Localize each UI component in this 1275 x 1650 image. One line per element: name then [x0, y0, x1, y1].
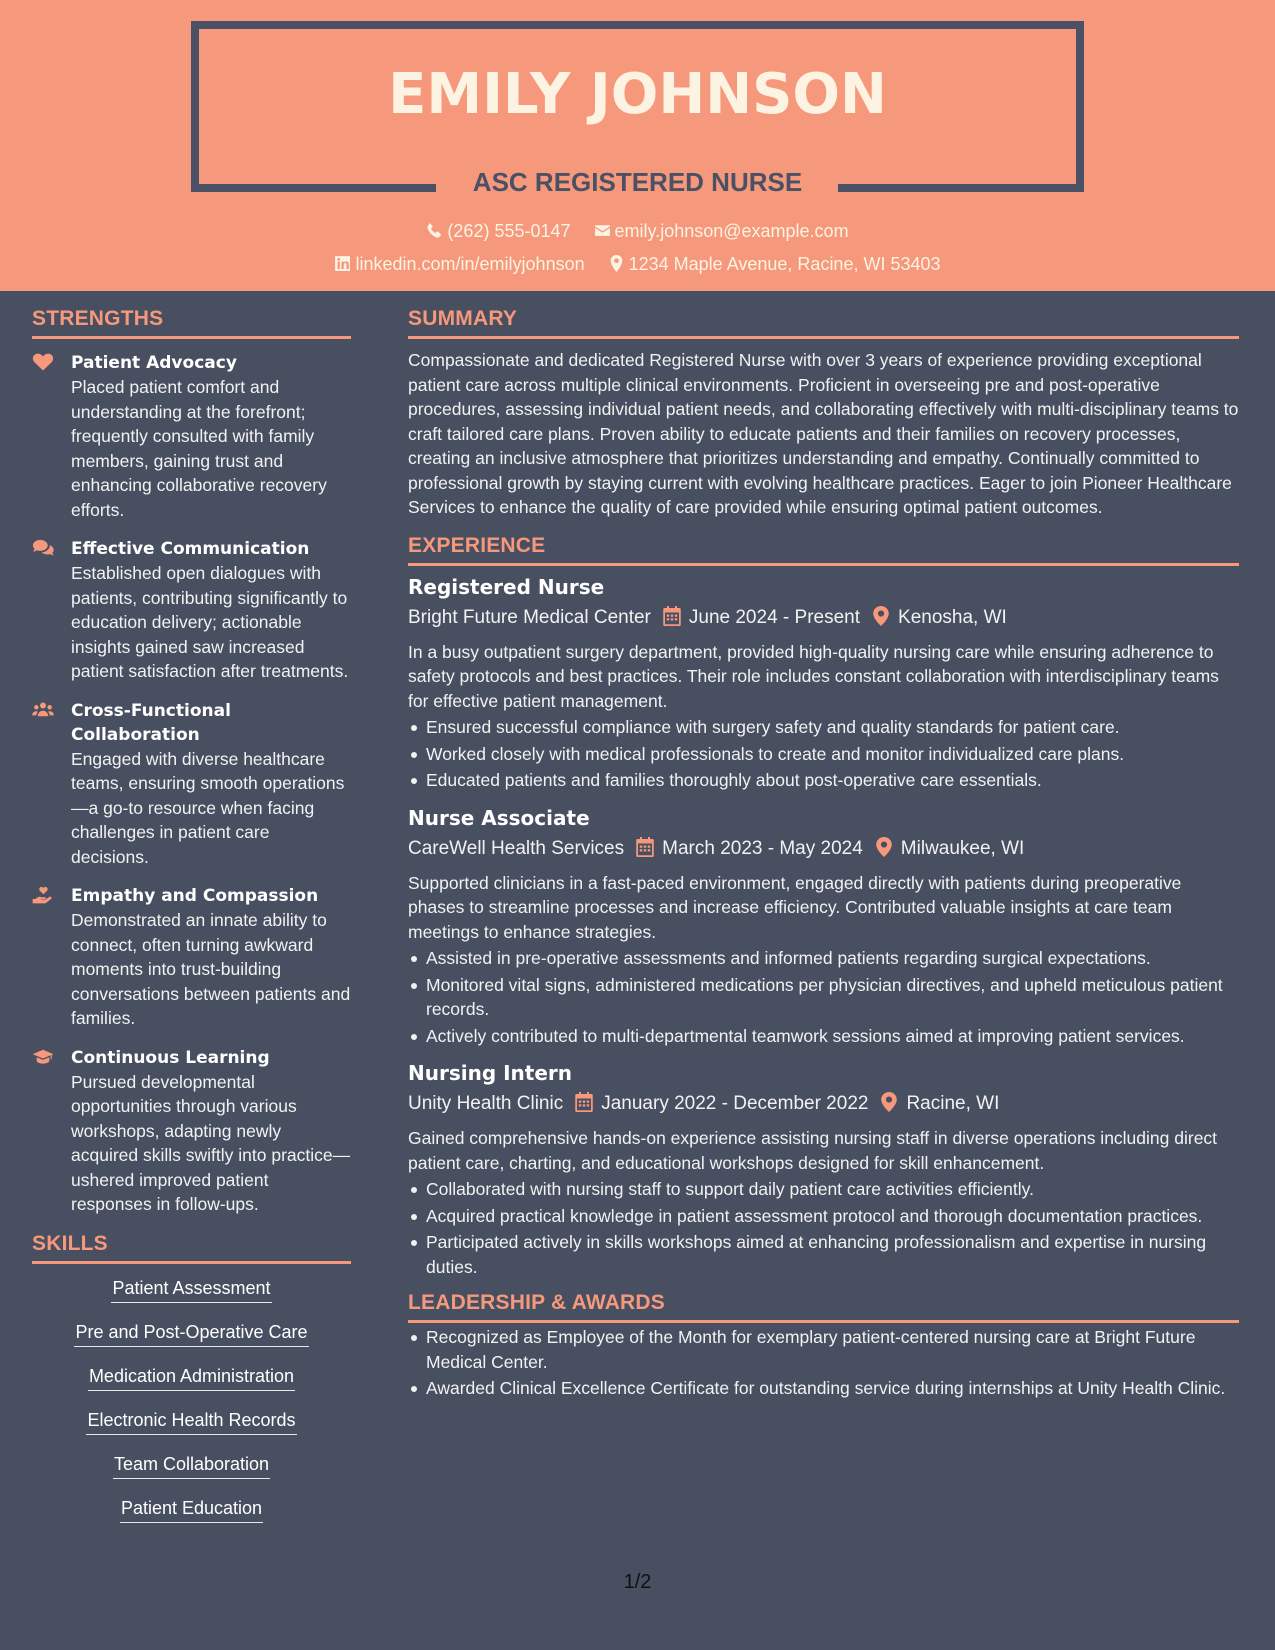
skill-tag: Patient Education — [120, 1496, 263, 1523]
summary-heading: SUMMARY — [408, 307, 1239, 339]
job-title: Nursing Intern — [408, 1061, 573, 1085]
right-column — [408, 307, 1239, 1403]
map-marker-icon — [608, 255, 625, 272]
job-description: Supported clinicians in a fast-paced environment, engaged directly with patients during preoperative phases to streamline processes and increase efficiency. Contributed valuable insights at care team meetings to enhance strategies. — [408, 872, 1182, 942]
job-meta — [408, 1090, 1239, 1118]
skill-tag: Electronic Health Records — [86, 1408, 296, 1435]
contact-linkedin[interactable]: linkedin.com/in/emilyjohnson — [334, 254, 584, 275]
list-item: Collaborated with nursing staff to support daily patient care activities efficiently. — [408, 1177, 1239, 1202]
strength-item: Continuous Learning Pursued developmental opportunities through various workshops, adapting newly acquired skills swiftly into practice—ushered improved patient responses in follow-ups. — [32, 1046, 351, 1217]
job-entry — [408, 804, 1239, 1049]
job-location: Milwaukee, WI — [900, 837, 1025, 859]
list-item: Actively contributed to multi-departmental teamwork sessions aimed at improving patient services. — [408, 1024, 1239, 1049]
hand-holding-heart-icon — [32, 886, 54, 904]
map-marker-icon — [872, 606, 890, 626]
company-name: Unity Health Clinic — [408, 1093, 564, 1114]
strength-item: Effective Communication Established open dialogues with patients, contributing significantly to education delivery; actionable insights gained saw increased patient satisfaction after treatments. — [32, 537, 351, 684]
heart-icon — [32, 353, 54, 371]
strengths-heading: STRENGTHS — [32, 307, 351, 339]
summary-text: Compassionate and dedicated Registered Nurse with over 3 years of experience providing exceptional patient care across multiple clinical environments. Proficient in overseeing pre and post-operative procedures, assessing individual patient needs, and collaborating effectively with multi-disciplinary teams to craft tailored care plans. Proven ability to educate patients and their families on recovery processes, creating an inclusive atmosphere that prioritizes understanding and empathy. Continually committed to professional growth by staying current with evolving healthcare practices. Eager to join Pioneer Healthcare Services to enhance the quality of care provided while ensuring optimal patient outcomes. — [408, 350, 1239, 517]
job-role-title: ASC REGISTERED NURSE — [472, 167, 803, 197]
map-marker-icon — [875, 837, 893, 857]
calendar-icon — [663, 606, 681, 626]
contact-address: 1234 Maple Avenue, Racine, WI 53403 — [608, 254, 941, 275]
list-item: Participated actively in skills workshops aimed at enhancing professionalism and expertise in nursing duties. — [408, 1230, 1239, 1279]
leadership-list — [408, 1325, 1239, 1401]
job-bullets — [408, 715, 1239, 793]
list-item: Acquired practical knowledge in patient assessment protocol and thorough documentation practices. — [408, 1204, 1239, 1229]
job-meta — [408, 604, 1239, 632]
company-name: CareWell Health Services — [408, 837, 625, 859]
list-item: Assisted in pre-operative assessments and informed patients regarding surgical expectations. — [408, 946, 1239, 971]
phone-icon — [426, 222, 443, 239]
list-item: Educated patients and families thoroughly about post-operative care essentials. — [408, 768, 1239, 793]
strengths-list — [32, 351, 351, 1217]
job-dates: January 2022 - December 2022 — [601, 1093, 869, 1114]
job-meta — [408, 835, 1239, 863]
list-item: Ensured successful compliance with surgery safety and quality standards for patient care. — [408, 715, 1239, 740]
skills-list — [32, 1276, 351, 1540]
left-column — [32, 307, 351, 1540]
skill-tag: Medication Administration — [88, 1364, 295, 1391]
job-entry — [408, 573, 1239, 793]
skill-tag: Pre and Post-Operative Care — [74, 1320, 308, 1347]
job-bullets — [408, 1177, 1239, 1279]
strength-item: Cross-Functional Collaboration Engaged with diverse healthcare teams, ensuring smooth operations—a go-to resource when facing challenges in patient care decisions. — [32, 699, 351, 870]
resume-header — [0, 0, 1275, 291]
experience-heading: EXPERIENCE — [408, 534, 1239, 566]
list-item: Awarded Clinical Excellence Certificate for outstanding service during internships at Unity Health Clinic. — [408, 1376, 1239, 1401]
skills-heading: SKILLS — [32, 1232, 351, 1264]
map-marker-icon — [880, 1092, 898, 1112]
calendar-icon — [575, 1092, 593, 1112]
leadership-heading: LEADERSHIP & AWARDS — [408, 1291, 1239, 1323]
linkedin-icon — [334, 255, 351, 272]
job-bullets — [408, 946, 1239, 1048]
list-item: Worked closely with medical professionals to create and monitor individualized care plans. — [408, 742, 1239, 767]
page-number: 1/2 — [623, 1571, 652, 1593]
contact-email[interactable]: emily.johnson@example.com — [594, 221, 849, 242]
job-location: Racine, WI — [906, 1093, 1000, 1114]
contact-line-1 — [0, 221, 1275, 242]
candidate-name: EMILY JOHNSON — [388, 62, 887, 127]
job-description: Gained comprehensive hands-on experience assisting nursing staff in diverse operations including direct patient care, charting, and educational workshops designed for skill enhancement. — [408, 1128, 1218, 1173]
comments-icon — [32, 539, 54, 557]
calendar-icon — [636, 837, 654, 857]
strength-item: Empathy and Compassion Demonstrated an innate ability to connect, often turning awkward moments into trust-building conversations between patients and families. — [32, 884, 351, 1031]
list-item: Monitored vital signs, administered medications per physician directives, and upheld meticulous patient records. — [408, 973, 1239, 1022]
envelope-icon — [594, 222, 611, 239]
job-dates: June 2024 - Present — [688, 606, 861, 628]
contact-line-2 — [0, 254, 1275, 275]
job-location: Kenosha, WI — [898, 606, 1007, 628]
strength-item: Patient Advocacy Placed patient comfort and understanding at the forefront; frequently consulted with family members, gaining trust and enhancing collaborative recovery efforts. — [32, 351, 351, 522]
job-title: Registered Nurse — [408, 574, 605, 599]
job-entry — [408, 1059, 1239, 1279]
job-description: In a busy outpatient surgery department, provided high-quality nursing care while ensuring adherence to safety protocols and best practices. Their role includes constant collaboration with interdisciplinary teams for effective patient management. — [408, 641, 1219, 711]
skill-tag: Team Collaboration — [113, 1452, 270, 1479]
company-name: Bright Future Medical Center — [408, 606, 651, 628]
job-title: Nurse Associate — [408, 805, 590, 830]
graduation-cap-icon — [32, 1048, 54, 1066]
list-item: Recognized as Employee of the Month for exemplary patient-centered nursing care at Bright Future Medical Center. — [408, 1325, 1239, 1374]
skill-tag: Patient Assessment — [111, 1276, 271, 1303]
users-icon — [32, 701, 54, 719]
job-dates: March 2023 - May 2024 — [662, 837, 863, 859]
contact-phone: (262) 555-0147 — [426, 221, 570, 242]
